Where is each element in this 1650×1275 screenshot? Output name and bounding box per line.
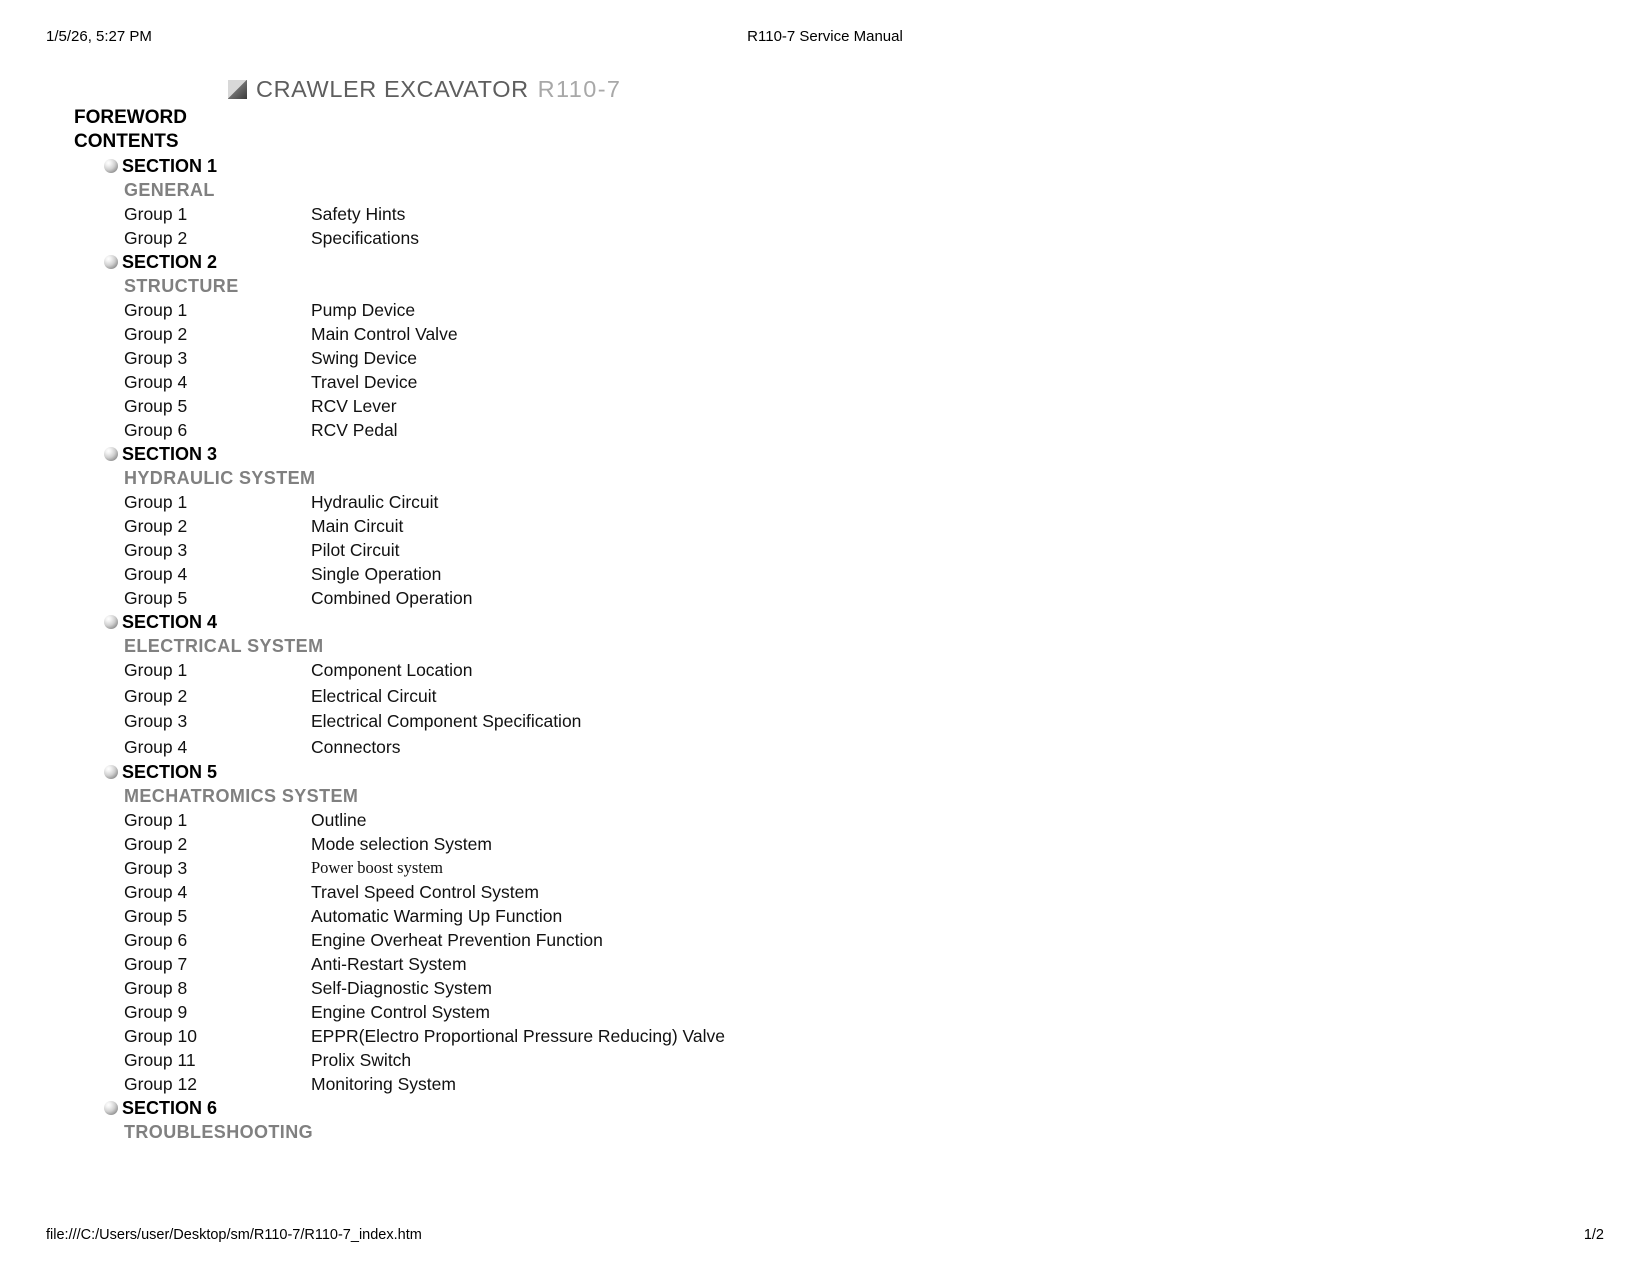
group-label: Group 11 (124, 1050, 196, 1070)
group-label: Group 1 (124, 492, 188, 512)
print-footer (0, 1227, 1650, 1247)
group-row[interactable] (124, 322, 1650, 346)
section-heading-label: SECTION 2 (122, 252, 218, 272)
group-label: Group 9 (124, 1002, 188, 1022)
group-label: Group 1 (124, 810, 188, 830)
section-subtitle: STRUCTURE (124, 276, 239, 296)
group-title: RCV Pedal (311, 420, 398, 440)
group-title: Travel Device (311, 372, 418, 392)
group-label: Group 3 (124, 711, 188, 731)
group-row[interactable] (124, 490, 1650, 514)
print-footer-file-url: file:///C:/Users/user/Desktop/sm/R110-7/R110-7_index.htm (46, 1227, 422, 1243)
group-row[interactable] (124, 709, 1650, 735)
group-row[interactable] (124, 735, 1650, 761)
sphere-bullet-icon (104, 447, 118, 461)
group-title: Single Operation (311, 564, 442, 584)
group-label: Group 2 (124, 685, 188, 706)
group-row[interactable] (124, 418, 1650, 442)
document-title-line (228, 72, 1650, 106)
group-title: Electrical Circuit (311, 685, 437, 706)
group-row[interactable] (124, 808, 1650, 832)
sphere-bullet-icon (104, 1101, 118, 1115)
section-heading[interactable] (104, 1096, 1650, 1120)
group-title: Outline (311, 810, 367, 830)
sections-container (0, 154, 1650, 1144)
group-title: Combined Operation (311, 588, 473, 608)
section-subtitle: ELECTRICAL SYSTEM (124, 636, 324, 656)
group-row[interactable] (124, 370, 1650, 394)
group-label: Group 5 (124, 588, 188, 608)
print-footer-page-indicator: 1/2 (1583, 1227, 1604, 1243)
group-row[interactable] (124, 226, 1650, 250)
group-title: Power boost system (311, 858, 443, 877)
group-label: Group 4 (124, 882, 188, 902)
group-title: Self-Diagnostic System (311, 978, 492, 998)
group-row[interactable] (124, 880, 1650, 904)
group-row[interactable] (124, 1024, 1650, 1048)
group-title: Main Control Valve (311, 324, 458, 344)
group-label: Group 3 (124, 540, 188, 560)
group-label: Group 7 (124, 954, 188, 974)
group-row[interactable] (124, 952, 1650, 976)
document-body (0, 72, 1650, 1144)
document-title-main: CRAWLER EXCAVATOR (256, 75, 529, 102)
group-row[interactable] (124, 586, 1650, 610)
group-row[interactable] (124, 1048, 1650, 1072)
group-label: Group 4 (124, 736, 188, 757)
group-row[interactable] (124, 684, 1650, 710)
group-label: Group 2 (124, 324, 188, 344)
section-subtitle: MECHATROMICS SYSTEM (124, 786, 359, 806)
group-title: Engine Control System (311, 1002, 490, 1022)
print-header (0, 28, 1650, 50)
print-header-document-title: R110-7 Service Manual (747, 28, 903, 45)
group-title: Specifications (311, 228, 419, 248)
group-label: Group 6 (124, 420, 188, 440)
group-row[interactable] (124, 346, 1650, 370)
sphere-bullet-icon (104, 159, 118, 173)
section-heading-label: SECTION 3 (122, 444, 218, 464)
group-title: Connectors (311, 736, 401, 757)
section-block (0, 154, 1650, 250)
group-label: Group 2 (124, 516, 188, 536)
section-subtitle: GENERAL (124, 180, 215, 200)
section-block (0, 250, 1650, 442)
section-subtitle: TROUBLESHOOTING (124, 1122, 313, 1142)
group-row[interactable] (124, 976, 1650, 1000)
group-title: Hydraulic Circuit (311, 492, 439, 512)
group-title: Engine Overheat Prevention Function (311, 930, 603, 950)
group-title: Prolix Switch (311, 1050, 412, 1070)
section-heading[interactable] (104, 610, 1650, 634)
sphere-bullet-icon (104, 615, 118, 629)
group-title: Travel Speed Control System (311, 882, 539, 902)
foreword-heading[interactable]: FOREWORD (74, 107, 187, 128)
group-label: Group 10 (124, 1026, 197, 1046)
group-row[interactable] (124, 514, 1650, 538)
section-heading[interactable] (104, 154, 1650, 178)
group-row[interactable] (124, 1072, 1650, 1096)
group-title: Pump Device (311, 300, 416, 320)
group-label: Group 1 (124, 660, 188, 680)
group-label: Group 5 (124, 906, 188, 926)
group-row[interactable] (124, 658, 1650, 684)
group-label: Group 8 (124, 978, 188, 998)
section-block (0, 1096, 1650, 1144)
sphere-bullet-icon (104, 765, 118, 779)
group-label: Group 3 (124, 858, 188, 878)
group-title: Safety Hints (311, 204, 406, 224)
group-row[interactable] (124, 394, 1650, 418)
group-title: Mode selection System (311, 834, 492, 854)
group-label: Group 4 (124, 564, 188, 584)
group-label: Group 5 (124, 396, 188, 416)
section-heading[interactable] (104, 442, 1650, 466)
section-heading-label: SECTION 6 (122, 1098, 218, 1118)
group-label: Group 1 (124, 300, 188, 320)
group-title: RCV Lever (311, 396, 397, 416)
contents-heading[interactable]: CONTENTS (74, 131, 179, 152)
group-label: Group 4 (124, 372, 188, 392)
group-title: EPPR(Electro Proportional Pressure Reducing) Valve (311, 1026, 726, 1046)
group-title: Main Circuit (311, 516, 404, 536)
group-row[interactable] (124, 538, 1650, 562)
group-row[interactable] (124, 832, 1650, 856)
group-label: Group 1 (124, 204, 188, 224)
group-row[interactable] (124, 562, 1650, 586)
group-row[interactable] (124, 298, 1650, 322)
section-heading[interactable] (104, 760, 1650, 784)
section-heading-label: SECTION 5 (122, 762, 218, 782)
section-heading-label: SECTION 1 (122, 156, 218, 176)
section-heading-label: SECTION 4 (122, 612, 218, 632)
group-row[interactable] (124, 856, 1650, 880)
group-label: Group 2 (124, 834, 188, 854)
group-row[interactable] (124, 1000, 1650, 1024)
document-title-model: R110-7 (537, 75, 622, 102)
section-block (0, 760, 1650, 1096)
section-heading[interactable] (104, 250, 1650, 274)
group-row[interactable] (124, 928, 1650, 952)
group-label: Group 6 (124, 930, 188, 950)
group-label: Group 3 (124, 348, 188, 368)
group-row[interactable] (124, 904, 1650, 928)
sphere-bullet-icon (104, 255, 118, 269)
group-title: Electrical Component Specification (311, 711, 582, 731)
group-title: Anti-Restart System (311, 954, 467, 974)
section-block (0, 610, 1650, 760)
group-title: Component Location (311, 660, 473, 680)
group-title: Swing Device (311, 348, 418, 368)
section-block (0, 442, 1650, 610)
group-label: Group 2 (124, 228, 188, 248)
print-header-timestamp: 1/5/26, 5:27 PM (46, 28, 152, 45)
section-subtitle: HYDRAULIC SYSTEM (124, 468, 316, 488)
group-title: Pilot Circuit (311, 540, 400, 560)
group-title: Monitoring System (311, 1074, 456, 1094)
square-logo-icon (228, 80, 247, 99)
group-label: Group 12 (124, 1074, 197, 1094)
group-title: Automatic Warming Up Function (311, 906, 563, 926)
group-row[interactable] (124, 202, 1650, 226)
